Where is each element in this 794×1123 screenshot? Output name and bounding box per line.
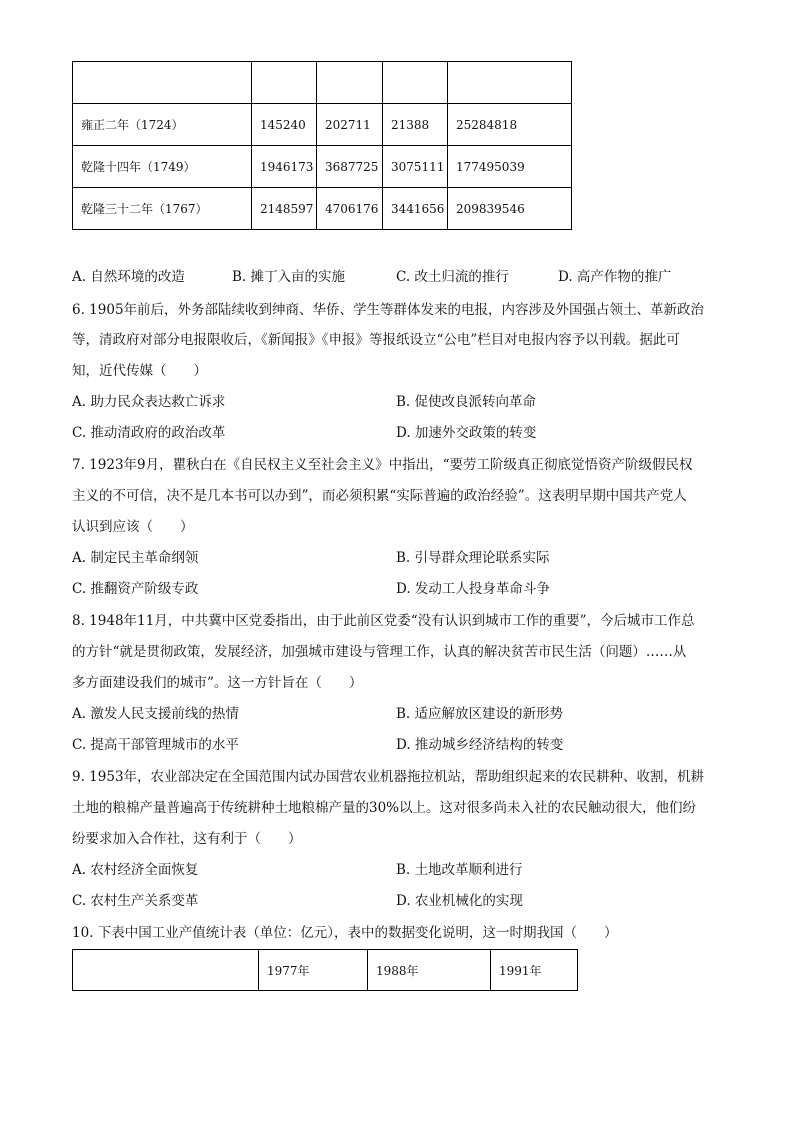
table-header-row — [73, 950, 578, 991]
table-cell: 乾隆十四年（1749） — [73, 146, 252, 188]
q7-option-b: B. 引导群众理论联系实际 — [396, 550, 550, 566]
table-cell — [73, 62, 252, 104]
table-row — [73, 188, 572, 230]
q6-stem-line: 6. 1905年前后，外务部陆续收到绅商、华侨、学生等群体发来的电报，内容涉及外国强占领土、革新政治 — [72, 302, 705, 318]
table-cell — [448, 62, 572, 104]
table-cell: 1977年 — [259, 950, 368, 991]
q9-stem-line: 9. 1953年，农业部决定在全国范围内试办国营农业机器拖拉机站，帮助组织起来的农民耕种、收割，机耕 — [72, 769, 705, 785]
table-cell: 3075111 — [383, 146, 448, 188]
q8-option-a: A. 激发人民支援前线的热情 — [72, 706, 239, 722]
q8-option-d: D. 推动城乡经济结构的转变 — [396, 737, 564, 753]
table-cell: 145240 — [252, 104, 317, 146]
table-cell: 202711 — [317, 104, 383, 146]
table-cell — [252, 62, 317, 104]
q5-option-c: C. 改土归流的推行 — [396, 269, 509, 285]
table-cell: 1991年 — [491, 950, 578, 991]
q7-option-c: C. 推翻资产阶级专政 — [72, 581, 199, 597]
table-cell: 3441656 — [383, 188, 448, 230]
q5-option-b: B. 摊丁入亩的实施 — [232, 269, 346, 285]
table-cell: 4706176 — [317, 188, 383, 230]
q9-option-b: B. 土地改革顺利进行 — [396, 862, 523, 878]
statistics-table-qing — [72, 61, 572, 230]
table-cell: 2148597 — [252, 188, 317, 230]
q7-stem-line: 主义的不可信，决不是几本书可以办到”，而必须积累“实际普遍的政治经验”。这表明早期中国共产党人 — [72, 488, 687, 504]
q8-option-c: C. 提高干部管理城市的水平 — [72, 737, 239, 753]
q9-option-c: C. 农村生产关系变革 — [72, 893, 199, 909]
q7-option-d: D. 发动工人投身革命斗争 — [396, 581, 550, 597]
table-cell: 1988年 — [368, 950, 491, 991]
q6-option-c: C. 推动清政府的政治改革 — [72, 425, 226, 441]
table-cell: 雍正二年（1724） — [73, 104, 252, 146]
table-cell: 209839546 — [448, 188, 572, 230]
q7-option-a: A. 制定民主革命纲领 — [72, 550, 199, 566]
q6-stem-line: 知，近代传媒（ ） — [72, 363, 207, 379]
table-cell: 25284818 — [448, 104, 572, 146]
table-cell: 177495039 — [448, 146, 572, 188]
q6-option-b: B. 促使改良派转向革命 — [396, 394, 537, 410]
q6-option-d: D. 加速外交政策的转变 — [396, 425, 537, 441]
industrial-output-table — [72, 949, 578, 991]
table-row — [73, 146, 572, 188]
q8-stem-line: 的方针“就是贯彻政策，发展经济，加强城市建设与管理工作，认真的解决贫苦市民生活（问题）……从 — [72, 644, 687, 660]
q6-stem-line: 等，清政府对部分电报限收后，《新闻报》《申报》等报纸设立“公电”栏目对电报内容予以刊载。据此可 — [72, 332, 680, 348]
q8-stem-line: 多方面建设我们的城市”。这一方针旨在（ ） — [72, 675, 363, 691]
q10-stem-line: 10. 下表中国工业产值统计表（单位：亿元），表中的数据变化说明，这一时期我国（ ） — [72, 925, 618, 941]
table-cell: 21388 — [383, 104, 448, 146]
q9-option-a: A. 农村经济全面恢复 — [72, 862, 199, 878]
table-cell: 乾隆三十二年（1767） — [73, 188, 252, 230]
table-cell — [317, 62, 383, 104]
q7-stem-line: 认识到应该（ ） — [72, 519, 194, 535]
q9-stem-line: 土地的粮棉产量普遍高于传统耕种土地粮棉产量的30%以上。这对很多尚未入社的农民触动很大，他们纷 — [72, 800, 697, 816]
q8-stem-line: 8. 1948年11月，中共冀中区党委指出，由于此前区党委“没有认识到城市工作的重要”，今后城市工作总 — [72, 613, 695, 629]
q9-option-d: D. 农业机械化的实现 — [396, 893, 523, 909]
q6-option-a: A. 助力民众表达救亡诉求 — [72, 394, 226, 410]
table-cell — [383, 62, 448, 104]
q5-option-d: D. 高产作物的推广 — [558, 269, 672, 285]
table-row — [73, 104, 572, 146]
q9-stem-line: 纷要求加入合作社，这有利于（ ） — [72, 831, 302, 847]
table-cell — [73, 950, 259, 991]
table-header-row — [73, 62, 572, 104]
q5-option-a: A. 自然环境的改造 — [72, 269, 185, 285]
table-cell: 3687725 — [317, 146, 383, 188]
q7-stem-line: 7. 1923年9月，瞿秋白在《自民权主义至社会主义》中指出，“要劳工阶级真正彻底觉悟资产阶级假民权 — [72, 457, 693, 473]
q8-option-b: B. 适应解放区建设的新形势 — [396, 706, 564, 722]
table-cell: 1946173 — [252, 146, 317, 188]
